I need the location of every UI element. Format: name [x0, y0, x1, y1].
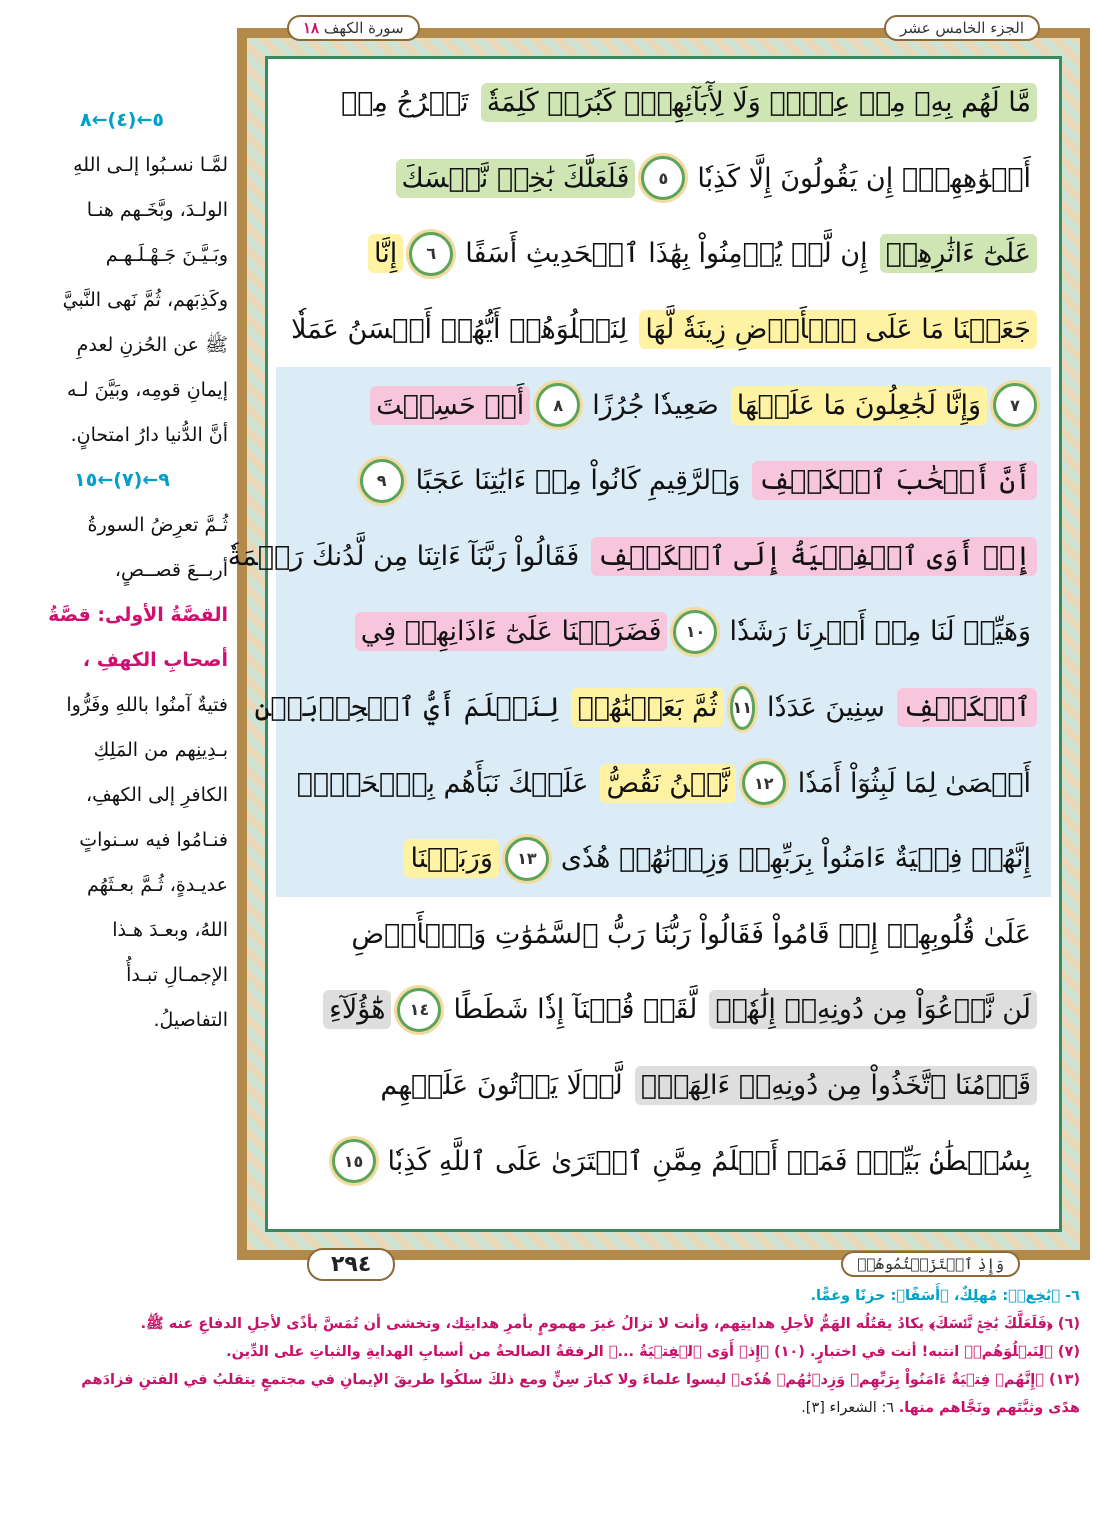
surah-label	[287, 15, 420, 41]
sidebar-text-line: اللهُ، وبعـدَ هـذا	[112, 919, 228, 941]
ayah-marker: ١٠	[673, 610, 717, 654]
highlighted-verse-segment: أَنَّ أَصۡحَٰبَ ٱلۡكَهۡفِ	[752, 461, 1037, 500]
highlighted-verse-segment: وَرَبَطۡنَا	[404, 839, 498, 878]
ayah-marker: ٧	[993, 383, 1037, 427]
story-title: أصحابِ الكهفِ ،	[82, 649, 228, 671]
sidebar-text-line: بـدِينِهم من المَلِكِ	[93, 739, 228, 761]
verse-segment: صَعِيدٗا جُرُزًا	[592, 389, 719, 421]
quran-line	[276, 65, 1051, 141]
quran-line	[276, 141, 1051, 217]
sidebar-text-line: وكَذِبَهم، ثُمَّ نَهى النَّبيَّ	[62, 289, 228, 311]
ayah-range-indicator: ٥←(٤)←٨	[79, 109, 165, 131]
quran-line	[276, 367, 1051, 443]
quran-line	[276, 745, 1051, 821]
sidebar-text-line: أربــعَ قصــصٍ،	[114, 559, 228, 581]
sidebar-text-line: فنـامُوا فيه سـنواتٍ	[79, 829, 228, 851]
verse-segment: لِنَعۡلَمَ أَيُّ ٱلۡحِزۡبَيۡنِ	[254, 692, 560, 724]
footnote-text: (١٣) ﴿إِنَّهُمۡ فِتۡيَةٌ ءَامَنُواْ بِرَبِّهِمۡ وَزِدۡنَٰهُمۡ هُدٗى﴾ ليسوا علماءَ ولا كبارَ سِنٍّ ومع ذلكَ سلكُوا طريقَ الإيمانِ في مجتمعٍ يتقلبُ في الفتنِ فزادَهم	[81, 1372, 1080, 1388]
sidebar-text-line: الولـدَ، وبَّخَـهم هنـا	[86, 199, 228, 221]
ayah-marker: ١٥	[332, 1139, 376, 1183]
ayah-marker: ١١	[730, 686, 756, 730]
ayah-marker: ٦	[409, 232, 453, 276]
verse-segment: تَخۡرُجُ مِنۡ	[340, 87, 469, 119]
catchword: وَإِذِ ٱعۡتَزَلۡتُمُوهُمۡ	[841, 1251, 1020, 1277]
quran-line	[276, 897, 1051, 973]
ayah-range-indicator: ٩←(٧)←١٥	[74, 469, 170, 491]
sidebar-text-line: أنَّ الدُّنيا دارُ امتحانٍ.	[70, 424, 228, 446]
verse-segment: فَقَالُواْ رَبَّنَآ ءَاتِنَا مِن لَّدُنكَ رَحۡمَةٗ	[227, 540, 580, 572]
quran-line	[276, 1123, 1051, 1199]
sidebar-text-line: إيمانِ قومِه، وبَيَّنَ لـه	[66, 379, 228, 401]
highlighted-verse-segment: ثُمَّ بَعَثۡنَٰهُمۡ	[571, 688, 723, 727]
quran-line	[276, 821, 1051, 897]
quran-line	[276, 443, 1051, 519]
ayah-marker: ٩	[360, 459, 404, 503]
footnote-line	[16, 1282, 1080, 1310]
ayah-marker: ٥	[641, 156, 685, 200]
highlighted-verse-segment: مَّا لَهُم بِهِۦ مِنۡ عِلۡمٖ وَلَا لِأٓبَآئِهِمۡۚ كَبُرَتۡ كَلِمَةٗ	[481, 83, 1037, 122]
verse-segment: لَّوۡلَا يَأۡتُونَ عَلَيۡهِم	[380, 1070, 623, 1102]
highlighted-verse-segment: أَمۡ حَسِبۡتَ	[370, 386, 530, 425]
verse-segment: وَٱلرَّقِيمِ كَانُواْ مِنۡ ءَايَٰتِنَا عَجَبًا	[415, 465, 741, 497]
footnote-reference: ٦: الشعراء [٣].	[801, 1400, 899, 1416]
footnote-line	[16, 1394, 1080, 1422]
highlighted-verse-segment: عَلَىٰٓ ءَاثَٰرِهِمۡ	[880, 234, 1037, 273]
verse-segment: سِنِينَ عَدَدٗا	[767, 692, 885, 724]
sidebar-text-line: عديـدةٍ، ثُـمَّ بعـثَهُم	[87, 874, 228, 896]
page-number: ٢٩٤	[307, 1248, 395, 1281]
story-title: القصَّةُ الأولى: قصَّةُ	[48, 604, 228, 626]
highlighted-verse-segment: إِذۡ أَوَى ٱلۡفِتۡيَةُ إِلَى ٱلۡكَهۡفِ	[591, 537, 1037, 576]
verse-segment: لِنَبۡلُوَهُمۡ أَيُّهُمۡ أَحۡسَنُ عَمَلٗا	[291, 314, 628, 346]
quran-lines	[227, 65, 1051, 1223]
footnote-text: (٦) ﴿فَلَعَلَّكَ بَٰخِعٞ نَّفۡسَكَ﴾ يكادُ يقتُلُه الهَمُّ لأجلِ هدايتِهم، وأنت لا تزالُ غيرَ مهمومٍ بأمرِ هدايتِك، وتخشى أن تُمَسَّ بأذًى لأجلِ الدفاعِ عنه ﷺ.	[140, 1316, 1080, 1332]
juz-label: الجزء الخامس عشر	[884, 15, 1040, 41]
footnote-text: (٧) ﴿لِنَبۡلُوَهُمۡ﴾ انتبه! أنت في اختبارٍ. (١٠) ﴿إِذۡ أَوَى ٱلۡفِتۡيَةُ ...﴾ الرفقةُ الصالحةُ من أسبابِ الهدايةِ والثباتِ على الدِّين.	[226, 1344, 1080, 1360]
highlighted-verse-segment: نَّحۡنُ نَقُصُّ	[600, 764, 735, 803]
quran-line	[227, 519, 1051, 595]
sidebar-text-line: لمَّـا نسـبُوا إلـى اللهِ	[73, 154, 228, 176]
page-footer	[247, 1248, 1080, 1280]
highlighted-verse-segment: لَن نَّدۡعُوَاْ مِن دُونِهِۦٓ إِلَٰهٗاۖ	[709, 990, 1037, 1029]
footnote-text: هدًى وثبَّتَهم ونَجَّاهم منها.	[898, 1400, 1080, 1416]
verse-segment: إِنَّهُمۡ فِتۡيَةٌ ءَامَنُواْ بِرَبِّهِمۡ وَزِدۡنَٰهُمۡ هُدٗى	[560, 843, 1031, 875]
highlighted-verse-segment: إِنَّا	[368, 234, 403, 273]
ayah-marker: ٨	[536, 383, 580, 427]
quran-text-area	[227, 56, 1062, 1232]
surah-number: ١٨	[303, 19, 320, 37]
footnote-text: ٦- ﴿بَٰخِعٞ﴾: مُهلِكٌ، ﴿أَسَفًا﴾: حزنًا وغمًّا.	[810, 1288, 1080, 1304]
footnote-line	[16, 1366, 1080, 1394]
sidebar-text-line: ثُـمَّ تعرِضُ السورةُ	[87, 514, 228, 536]
quran-line	[276, 1048, 1051, 1124]
highlighted-verse-segment: ٱلۡكَهۡفِ	[897, 688, 1037, 727]
highlighted-verse-segment: هَٰٓؤُلَآءِ	[323, 990, 391, 1029]
ayah-marker: ١٤	[397, 988, 441, 1032]
footnote-line	[16, 1338, 1080, 1366]
quran-line	[276, 594, 1051, 670]
sidebar-text-line: فتيةٌ آمنُوا باللهِ وفَرُّوا	[66, 694, 228, 716]
highlighted-verse-segment: قَوۡمُنَا ٱتَّخَذُواْ مِن دُونِهِۦٓ ءَالِهَةٗۖ	[635, 1066, 1037, 1105]
footnote-line	[16, 1310, 1080, 1338]
sidebar-text-line: الإجمـالِ تبـدأُ	[126, 964, 228, 986]
highlighted-verse-segment: وَإِنَّا لَجَٰعِلُونَ مَا عَلَيۡهَا	[731, 386, 987, 425]
verse-segment: إِن لَّمۡ يُؤۡمِنُواْ بِهَٰذَا ٱلۡحَدِيثِ أَسَفًا	[465, 238, 868, 270]
surah-name: سورة الكهف	[323, 19, 404, 37]
sidebar-text-line: الكافرِ إلى الكهفِ،	[85, 784, 228, 806]
verse-segment: وَهَيِّئۡ لَنَا مِنۡ أَمۡرِنَا رَشَدٗا	[729, 616, 1031, 648]
quran-line	[276, 972, 1051, 1048]
highlighted-verse-segment: فَضَرَبۡنَا عَلَىٰٓ ءَاذَانِهِمۡ فِي	[355, 612, 668, 651]
verse-segment: أَحۡصَىٰ لِمَا لَبِثُوٓاْ أَمَدٗا	[797, 767, 1031, 799]
ayah-marker: ١٢	[742, 761, 786, 805]
verse-segment: لَّقَدۡ قُلۡنَآ إِذٗا شَطَطًا	[453, 994, 698, 1026]
highlighted-verse-segment: جَعَلۡنَا مَا عَلَى ٱلۡأَرۡضِ زِينَةٗ لَّهَا	[639, 310, 1037, 349]
page-frame	[227, 19, 1090, 1277]
footnotes	[16, 1282, 1080, 1422]
tafsir-sidebar	[16, 98, 228, 1043]
quran-line	[276, 292, 1051, 368]
quran-line	[254, 670, 1051, 746]
verse-segment: أَفۡوَٰهِهِمۡۚ إِن يَقُولُونَ إِلَّا كَذِبٗا	[697, 162, 1031, 194]
sidebar-text-line: ﷺ عن الحُزنِ لعدمِ	[76, 334, 228, 356]
verse-segment: بِسُلۡطَٰنِۢ بَيِّنٖۖ فَمَنۡ أَظۡلَمُ مِمَّنِ ٱفۡتَرَىٰ عَلَى ٱللَّهِ كَذِبٗا	[387, 1145, 1031, 1177]
page-header	[247, 14, 1080, 42]
quran-line	[276, 216, 1051, 292]
sidebar-text-line: التفاصيلُ.	[153, 1009, 228, 1031]
sidebar-text-line: وبَـيَّـنَ جَـهْـلَـهـم	[105, 244, 228, 266]
verse-segment: عَلَيۡكَ نَبَأَهُم بِٱلۡحَقِّۚ	[296, 767, 589, 799]
ayah-marker: ١٣	[505, 837, 549, 881]
verse-segment: عَلَىٰ قُلُوبِهِمۡ إِذۡ قَامُواْ فَقَالُواْ رَبُّنَا رَبُّ ٱلسَّمَٰوَٰتِ وَٱلۡأَرۡضِ	[351, 918, 1031, 950]
highlighted-verse-segment: فَلَعَلَّكَ بَٰخِعٞ نَّفۡسَكَ	[396, 159, 636, 198]
